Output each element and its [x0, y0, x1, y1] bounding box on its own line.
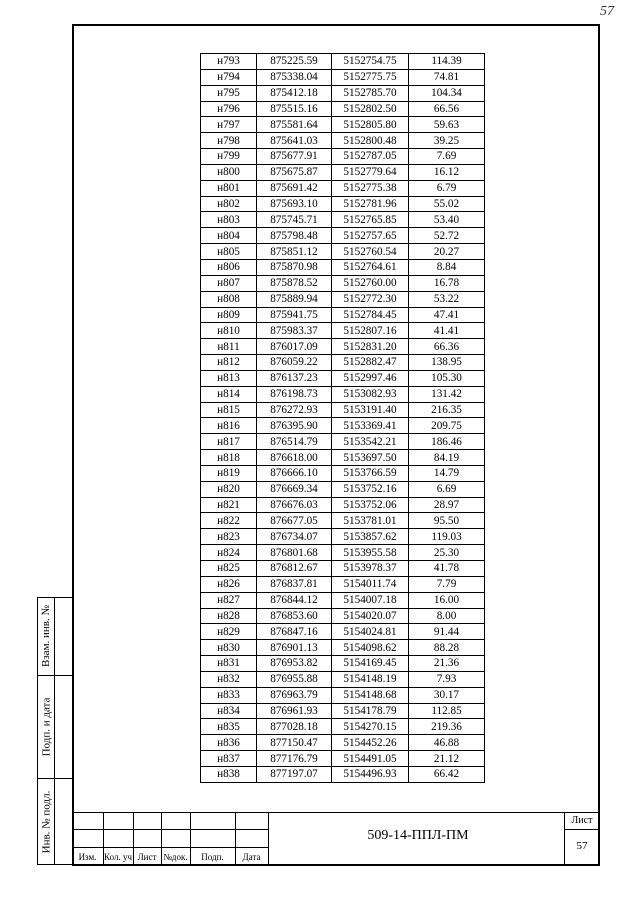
table-row: [201, 212, 485, 228]
coordinates-table-body: [201, 54, 485, 783]
y-coordinate-cell: 5154270.15: [332, 719, 409, 735]
table-row: [201, 386, 485, 402]
table-row: [201, 592, 485, 608]
point-id-cell: н803: [201, 212, 257, 228]
y-coordinate-cell: 5153978.37: [332, 561, 409, 577]
distance-cell: 131.42: [409, 386, 485, 402]
x-coordinate-cell: 876847.16: [257, 624, 332, 640]
distance-cell: 46.88: [409, 735, 485, 751]
point-id-cell: н835: [201, 719, 257, 735]
x-coordinate-cell: 876953.82: [257, 656, 332, 672]
point-id-cell: н796: [201, 101, 257, 117]
table-row: [201, 751, 485, 767]
x-coordinate-cell: 876059.22: [257, 355, 332, 371]
distance-cell: 7.69: [409, 149, 485, 165]
y-coordinate-cell: 5154020.07: [332, 608, 409, 624]
point-id-cell: н806: [201, 259, 257, 275]
x-coordinate-cell: 875798.48: [257, 228, 332, 244]
distance-cell: 66.42: [409, 766, 485, 782]
table-row: [201, 640, 485, 656]
distance-cell: 25.30: [409, 545, 485, 561]
x-coordinate-cell: 875983.37: [257, 323, 332, 339]
distance-cell: 209.75: [409, 418, 485, 434]
y-coordinate-cell: 5154148.68: [332, 687, 409, 703]
point-id-cell: н821: [201, 497, 257, 513]
y-coordinate-cell: 5152800.48: [332, 133, 409, 149]
x-coordinate-cell: 876901.13: [257, 640, 332, 656]
point-id-cell: н828: [201, 608, 257, 624]
point-id-cell: н814: [201, 386, 257, 402]
distance-cell: 21.12: [409, 751, 485, 767]
y-coordinate-cell: 5152802.50: [332, 101, 409, 117]
table-row: [201, 275, 485, 291]
table-row: [201, 323, 485, 339]
x-coordinate-cell: 876669.34: [257, 481, 332, 497]
distance-cell: 8.00: [409, 608, 485, 624]
table-row: [201, 703, 485, 719]
x-coordinate-cell: 876844.12: [257, 592, 332, 608]
distance-cell: 16.78: [409, 275, 485, 291]
distance-cell: 30.17: [409, 687, 485, 703]
x-coordinate-cell: 875677.91: [257, 149, 332, 165]
x-coordinate-cell: 877197.07: [257, 766, 332, 782]
distance-cell: 6.79: [409, 180, 485, 196]
x-coordinate-cell: 876137.23: [257, 370, 332, 386]
y-coordinate-cell: 5152760.00: [332, 275, 409, 291]
y-coordinate-cell: 5152831.20: [332, 339, 409, 355]
table-row: [201, 259, 485, 275]
table-row: [201, 687, 485, 703]
y-coordinate-cell: 5154011.74: [332, 576, 409, 592]
y-coordinate-cell: 5153857.62: [332, 529, 409, 545]
table-row: [201, 307, 485, 323]
y-coordinate-cell: 5152787.05: [332, 149, 409, 165]
point-id-cell: н819: [201, 465, 257, 481]
x-coordinate-cell: 876666.10: [257, 465, 332, 481]
y-coordinate-cell: 5154007.18: [332, 592, 409, 608]
table-row: [201, 355, 485, 371]
distance-cell: 74.81: [409, 69, 485, 85]
distance-cell: 66.56: [409, 101, 485, 117]
distance-cell: 47.41: [409, 307, 485, 323]
table-row: [201, 481, 485, 497]
x-coordinate-cell: 875745.71: [257, 212, 332, 228]
point-id-cell: н798: [201, 133, 257, 149]
point-id-cell: н807: [201, 275, 257, 291]
point-id-cell: н825: [201, 561, 257, 577]
distance-cell: 20.27: [409, 244, 485, 260]
x-coordinate-cell: 875338.04: [257, 69, 332, 85]
y-coordinate-cell: 5152882.47: [332, 355, 409, 371]
distance-cell: 59.63: [409, 117, 485, 133]
table-row: [201, 450, 485, 466]
point-id-cell: н801: [201, 180, 257, 196]
distance-cell: 216.35: [409, 402, 485, 418]
table-row: [201, 418, 485, 434]
table-row: [201, 465, 485, 481]
title-block-top-line: [72, 812, 600, 813]
x-coordinate-cell: 876812.67: [257, 561, 332, 577]
x-coordinate-cell: 875941.75: [257, 307, 332, 323]
point-id-cell: н838: [201, 766, 257, 782]
point-id-cell: н815: [201, 402, 257, 418]
table-row: [201, 497, 485, 513]
sidebar-value-column: [54, 597, 72, 865]
distance-cell: 55.02: [409, 196, 485, 212]
table-row: [201, 180, 485, 196]
table-row: [201, 561, 485, 577]
y-coordinate-cell: 5153082.93: [332, 386, 409, 402]
table-row: [201, 133, 485, 149]
point-id-cell: н805: [201, 244, 257, 260]
x-coordinate-cell: 876837.81: [257, 576, 332, 592]
point-id-cell: н831: [201, 656, 257, 672]
y-coordinate-cell: 5153752.16: [332, 481, 409, 497]
y-coordinate-cell: 5153369.41: [332, 418, 409, 434]
stamp-col-list: Лист: [137, 852, 157, 862]
title-block-row-line: [72, 847, 268, 848]
x-coordinate-cell: 876395.90: [257, 418, 332, 434]
point-id-cell: н794: [201, 69, 257, 85]
point-id-cell: н793: [201, 54, 257, 70]
distance-cell: 21.36: [409, 656, 485, 672]
y-coordinate-cell: 5152765.85: [332, 212, 409, 228]
point-id-cell: н817: [201, 434, 257, 450]
table-row: [201, 54, 485, 70]
point-id-cell: н823: [201, 529, 257, 545]
distance-cell: 104.34: [409, 85, 485, 101]
y-coordinate-cell: 5152754.75: [332, 54, 409, 70]
table-row: [201, 608, 485, 624]
x-coordinate-cell: 876017.09: [257, 339, 332, 355]
y-coordinate-cell: 5152784.45: [332, 307, 409, 323]
table-row: [201, 576, 485, 592]
distance-cell: 114.39: [409, 54, 485, 70]
point-id-cell: н824: [201, 545, 257, 561]
distance-cell: 28.97: [409, 497, 485, 513]
table-row: [201, 244, 485, 260]
point-id-cell: н827: [201, 592, 257, 608]
distance-cell: 6.69: [409, 481, 485, 497]
sidebar-stamp: [37, 597, 72, 865]
y-coordinate-cell: 5153766.59: [332, 465, 409, 481]
point-id-cell: н810: [201, 323, 257, 339]
y-coordinate-cell: 5153191.40: [332, 402, 409, 418]
x-coordinate-cell: 877028.18: [257, 719, 332, 735]
point-id-cell: н818: [201, 450, 257, 466]
point-id-cell: н816: [201, 418, 257, 434]
stamp-col-kol: Кол. уч: [104, 852, 132, 862]
distance-cell: 53.22: [409, 291, 485, 307]
point-id-cell: н822: [201, 513, 257, 529]
point-id-cell: н833: [201, 687, 257, 703]
point-id-cell: н836: [201, 735, 257, 751]
sidebar-label-vzam: Взам. инв. №: [40, 605, 52, 667]
stamp-col-izm: Изм.: [78, 852, 97, 862]
x-coordinate-cell: 875581.64: [257, 117, 332, 133]
distance-cell: 41.78: [409, 561, 485, 577]
sidebar-label-inv: Инв. № подл.: [40, 790, 52, 853]
distance-cell: 138.95: [409, 355, 485, 371]
x-coordinate-cell: 875870.98: [257, 259, 332, 275]
y-coordinate-cell: 5153781.01: [332, 513, 409, 529]
sidebar-label-podp: Подп. и дата: [40, 697, 53, 756]
y-coordinate-cell: 5152807.16: [332, 323, 409, 339]
y-coordinate-cell: 5152775.75: [332, 69, 409, 85]
table-row: [201, 656, 485, 672]
table-row: [201, 529, 485, 545]
point-id-cell: н826: [201, 576, 257, 592]
x-coordinate-cell: 876955.88: [257, 671, 332, 687]
sheet-number: 57: [576, 840, 588, 852]
distance-cell: 8.84: [409, 259, 485, 275]
x-coordinate-cell: 876961.93: [257, 703, 332, 719]
x-coordinate-cell: 876676.03: [257, 497, 332, 513]
table-row: [201, 291, 485, 307]
x-coordinate-cell: 875889.94: [257, 291, 332, 307]
point-id-cell: н811: [201, 339, 257, 355]
distance-cell: 39.25: [409, 133, 485, 149]
table-row: [201, 228, 485, 244]
table-row: [201, 196, 485, 212]
point-id-cell: н830: [201, 640, 257, 656]
x-coordinate-cell: 875693.10: [257, 196, 332, 212]
y-coordinate-cell: 5154452.26: [332, 735, 409, 751]
distance-cell: 41.41: [409, 323, 485, 339]
point-id-cell: н809: [201, 307, 257, 323]
table-row: [201, 149, 485, 165]
y-coordinate-cell: 5152781.96: [332, 196, 409, 212]
y-coordinate-cell: 5153542.21: [332, 434, 409, 450]
table-row: [201, 671, 485, 687]
distance-cell: 16.00: [409, 592, 485, 608]
y-coordinate-cell: 5152775.38: [332, 180, 409, 196]
point-id-cell: н799: [201, 149, 257, 165]
x-coordinate-cell: 875641.03: [257, 133, 332, 149]
y-coordinate-cell: 5154169.45: [332, 656, 409, 672]
handwritten-page-number: 57: [600, 4, 614, 19]
y-coordinate-cell: 5153752.06: [332, 497, 409, 513]
point-id-cell: н834: [201, 703, 257, 719]
table-row: [201, 85, 485, 101]
stamp-col-podp: Подп.: [201, 852, 224, 862]
table-row: [201, 117, 485, 133]
x-coordinate-cell: 876734.07: [257, 529, 332, 545]
distance-cell: 52.72: [409, 228, 485, 244]
point-id-cell: н813: [201, 370, 257, 386]
distance-cell: 105.30: [409, 370, 485, 386]
stamp-col-ndok: №док.: [163, 852, 188, 862]
y-coordinate-cell: 5152785.70: [332, 85, 409, 101]
table-row: [201, 339, 485, 355]
table-row: [201, 164, 485, 180]
x-coordinate-cell: 875515.16: [257, 101, 332, 117]
stamp-col-data: Дата: [242, 852, 261, 862]
distance-cell: 7.79: [409, 576, 485, 592]
y-coordinate-cell: 5152760.54: [332, 244, 409, 260]
table-row: [201, 402, 485, 418]
point-id-cell: н837: [201, 751, 257, 767]
table-row: [201, 513, 485, 529]
x-coordinate-cell: 876853.60: [257, 608, 332, 624]
x-coordinate-cell: 877176.79: [257, 751, 332, 767]
table-row: [201, 545, 485, 561]
title-block: [72, 812, 600, 866]
y-coordinate-cell: 5152997.46: [332, 370, 409, 386]
y-coordinate-cell: 5154496.93: [332, 766, 409, 782]
x-coordinate-cell: 876618.00: [257, 450, 332, 466]
distance-cell: 66.36: [409, 339, 485, 355]
point-id-cell: н797: [201, 117, 257, 133]
x-coordinate-cell: 876963.79: [257, 687, 332, 703]
table-row: [201, 101, 485, 117]
coordinates-table: [200, 53, 485, 783]
table-row: [201, 766, 485, 782]
point-id-cell: н832: [201, 671, 257, 687]
point-id-cell: н812: [201, 355, 257, 371]
x-coordinate-cell: 875691.42: [257, 180, 332, 196]
x-coordinate-cell: 876198.73: [257, 386, 332, 402]
title-block-row-line: [72, 829, 268, 830]
title-block-sheet-line: [564, 829, 600, 830]
point-id-cell: н829: [201, 624, 257, 640]
point-id-cell: н795: [201, 85, 257, 101]
x-coordinate-cell: 875675.87: [257, 164, 332, 180]
y-coordinate-cell: 5154024.81: [332, 624, 409, 640]
x-coordinate-cell: 877150.47: [257, 735, 332, 751]
y-coordinate-cell: 5152757.65: [332, 228, 409, 244]
x-coordinate-cell: 875878.52: [257, 275, 332, 291]
point-id-cell: н800: [201, 164, 257, 180]
table-row: [201, 434, 485, 450]
point-id-cell: н802: [201, 196, 257, 212]
point-id-cell: н820: [201, 481, 257, 497]
y-coordinate-cell: 5154148.19: [332, 671, 409, 687]
distance-cell: 53.40: [409, 212, 485, 228]
y-coordinate-cell: 5152772.30: [332, 291, 409, 307]
distance-cell: 7.93: [409, 671, 485, 687]
table-row: [201, 69, 485, 85]
y-coordinate-cell: 5152779.64: [332, 164, 409, 180]
table-row: [201, 735, 485, 751]
distance-cell: 88.28: [409, 640, 485, 656]
x-coordinate-cell: 876272.93: [257, 402, 332, 418]
x-coordinate-cell: 876514.79: [257, 434, 332, 450]
y-coordinate-cell: 5154178.79: [332, 703, 409, 719]
table-row: [201, 624, 485, 640]
distance-cell: 95.50: [409, 513, 485, 529]
y-coordinate-cell: 5154098.62: [332, 640, 409, 656]
y-coordinate-cell: 5153697.50: [332, 450, 409, 466]
y-coordinate-cell: 5152805.80: [332, 117, 409, 133]
distance-cell: 91.44: [409, 624, 485, 640]
x-coordinate-cell: 875851.12: [257, 244, 332, 260]
x-coordinate-cell: 876677.05: [257, 513, 332, 529]
distance-cell: 84.19: [409, 450, 485, 466]
distance-cell: 219.36: [409, 719, 485, 735]
x-coordinate-cell: 875225.59: [257, 54, 332, 70]
distance-cell: 16.12: [409, 164, 485, 180]
distance-cell: 112.85: [409, 703, 485, 719]
distance-cell: 119.03: [409, 529, 485, 545]
sheet-label: Лист: [571, 815, 593, 826]
x-coordinate-cell: 876801.68: [257, 545, 332, 561]
distance-cell: 186.46: [409, 434, 485, 450]
x-coordinate-cell: 875412.18: [257, 85, 332, 101]
table-row: [201, 719, 485, 735]
table-row: [201, 370, 485, 386]
distance-cell: 14.79: [409, 465, 485, 481]
point-id-cell: н804: [201, 228, 257, 244]
y-coordinate-cell: 5153955.58: [332, 545, 409, 561]
y-coordinate-cell: 5154491.05: [332, 751, 409, 767]
document-code: 509-14-ППЛ-ПМ: [367, 828, 469, 843]
y-coordinate-cell: 5152764.61: [332, 259, 409, 275]
point-id-cell: н808: [201, 291, 257, 307]
